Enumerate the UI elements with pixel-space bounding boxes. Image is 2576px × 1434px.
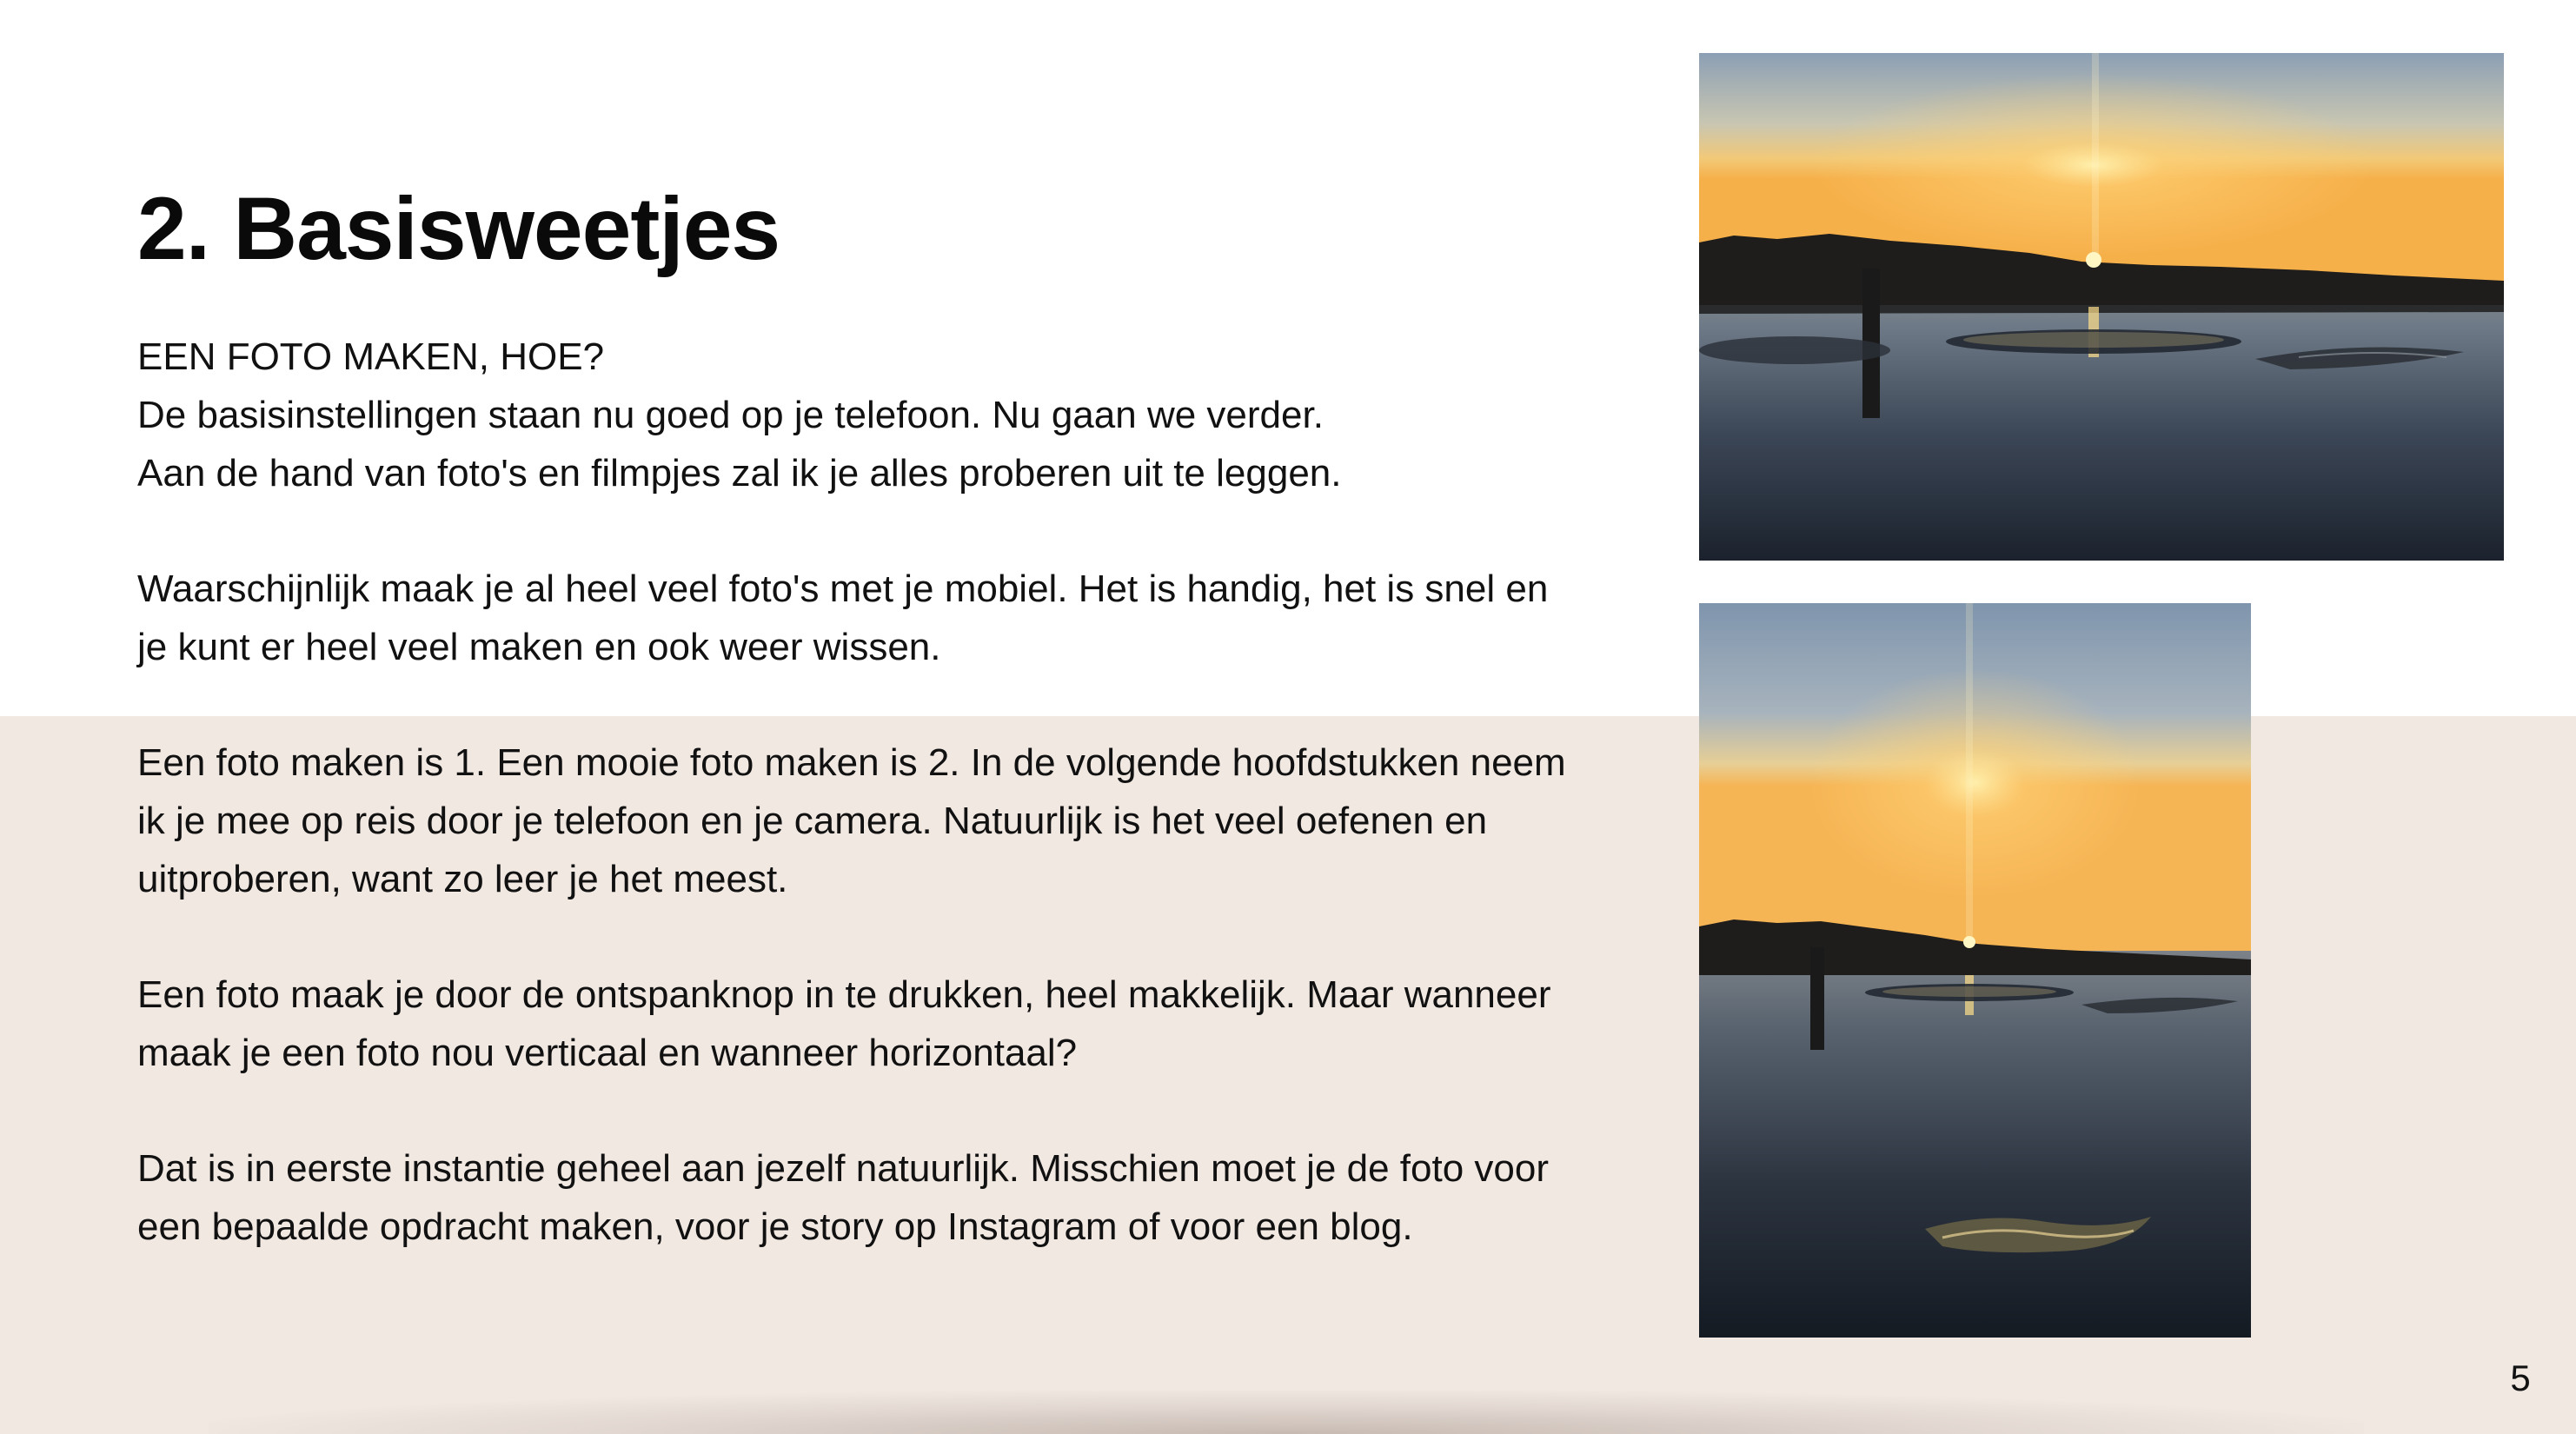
paragraph-line: Aan de hand van foto's en filmpjes zal ik je alles proberen uit te leggen.	[137, 452, 1342, 495]
page-title: 2. Basisweetjes	[137, 179, 780, 278]
paragraph-line: De basisinstellingen staan nu goed op je telefoon. Nu gaan we verder.	[137, 394, 1324, 436]
paragraph-line: Waarschijnlijk maak je al heel veel foto's met je mobiel. Het is handig, het is snel en	[137, 568, 1549, 610]
paragraph-line: Een foto maken is 1. Een mooie foto maken is 2. In de volgende hoofdstukken neem	[137, 741, 1566, 784]
paragraph-line: ik je mee op reis door je telefoon en je camera. Natuurlijk is het veel oefenen en	[137, 800, 1488, 842]
paragraph-line: Een foto maak je door de ontspanknop in te drukken, heel makkelijk. Maar wanneer	[137, 973, 1551, 1016]
page-number: 5	[2510, 1358, 2531, 1398]
sunset-photo-portrait	[1699, 603, 2251, 1338]
paragraph-line: Dat is in eerste instantie geheel aan jezelf natuurlijk. Misschien moet je de foto voor	[137, 1147, 1549, 1190]
body-text	[137, 328, 1615, 1256]
paragraph-line: uitproberen, want zo leer je het meest.	[137, 858, 788, 900]
sunset-landscape-image	[1699, 53, 2504, 561]
paragraph-line: een bepaalde opdracht maken, voor je story op Instagram of voor een blog.	[137, 1205, 1413, 1248]
paragraph-line: maak je een foto nou verticaal en wanneer horizontaal?	[137, 1032, 1078, 1074]
paragraph-line: je kunt er heel veel maken en ook weer wissen.	[137, 626, 941, 668]
bottom-shadow	[209, 1391, 2364, 1434]
sunset-photo-landscape	[1699, 53, 2504, 561]
sunset-portrait-image	[1699, 603, 2251, 1338]
section-heading: EEN FOTO MAKEN, HOE?	[137, 335, 605, 378]
